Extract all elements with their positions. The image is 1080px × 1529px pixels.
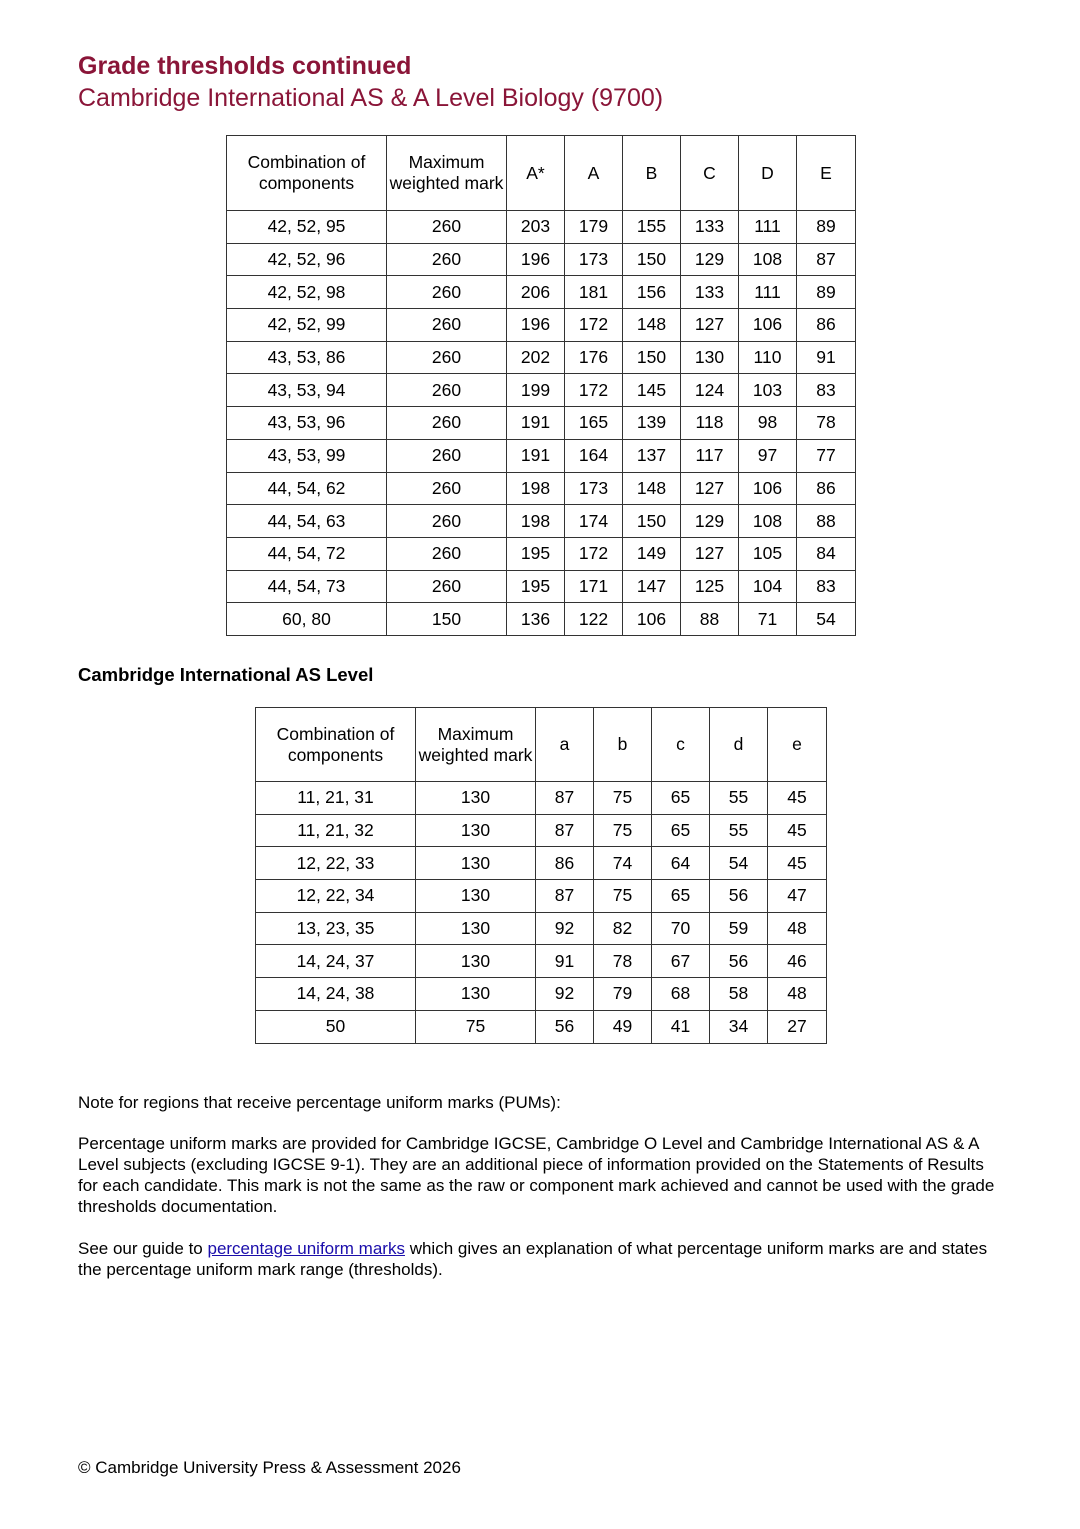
table-cell: 89 (797, 211, 856, 244)
table-cell: 54 (797, 603, 856, 636)
table-cell: 12, 22, 33 (256, 847, 416, 880)
table-cell: 86 (536, 847, 594, 880)
table-cell: 11, 21, 31 (256, 782, 416, 815)
table-cell: 45 (768, 782, 827, 815)
table-row (227, 243, 856, 276)
column-header: d (710, 708, 768, 782)
table-cell: 260 (387, 211, 507, 244)
table-cell: 46 (768, 945, 827, 978)
table-cell: 92 (536, 978, 594, 1011)
table-cell: 89 (797, 276, 856, 309)
table-cell: 127 (681, 537, 739, 570)
table-cell: 260 (387, 472, 507, 505)
table-cell: 260 (387, 243, 507, 276)
table-cell: 44, 54, 62 (227, 472, 387, 505)
table-cell: 176 (565, 341, 623, 374)
table-row (227, 472, 856, 505)
column-header: e (768, 708, 827, 782)
table-cell: 104 (739, 570, 797, 603)
table-cell: 87 (797, 243, 856, 276)
table-cell: 108 (739, 505, 797, 538)
table-cell: 130 (416, 912, 536, 945)
table-row (256, 847, 827, 880)
table-cell: 43, 53, 86 (227, 341, 387, 374)
guide-text-before: See our guide to (78, 1239, 208, 1258)
table-cell: 150 (387, 603, 507, 636)
table-cell: 65 (652, 814, 710, 847)
table-cell: 130 (416, 978, 536, 1011)
table-cell: 88 (681, 603, 739, 636)
table-cell: 74 (594, 847, 652, 880)
table-cell: 179 (565, 211, 623, 244)
table-cell: 117 (681, 439, 739, 472)
table-cell: 172 (565, 537, 623, 570)
as-level-heading: Cambridge International AS Level (78, 664, 374, 685)
table-cell: 133 (681, 276, 739, 309)
table-cell: 45 (768, 847, 827, 880)
table-cell: 77 (797, 439, 856, 472)
table-cell: 165 (565, 407, 623, 440)
table-cell: 150 (623, 505, 681, 538)
table-cell: 172 (565, 309, 623, 342)
table-cell: 260 (387, 309, 507, 342)
table-cell: 64 (652, 847, 710, 880)
table-cell: 67 (652, 945, 710, 978)
table-cell: 260 (387, 537, 507, 570)
column-header: Combination of components (256, 708, 416, 782)
table-cell: 103 (739, 374, 797, 407)
table-row (227, 505, 856, 538)
table-cell: 48 (768, 912, 827, 945)
guide-text-after: which gives an explanation of what percentage uniform marks are and states the percentage uniform mark range (thresholds). (78, 1239, 988, 1279)
table-row (227, 603, 856, 636)
column-header: Maximum weighted mark (387, 136, 507, 211)
table-row (227, 537, 856, 570)
column-header: b (594, 708, 652, 782)
pum-paragraph: Percentage uniform marks are provided for Cambridge IGCSE, Cambridge O Level and Cambridge International AS & A Level subjects (excluding IGCSE 9-1). They are an additional piece of information provided on the Statements of Results for each candidate. This mark is not the same as the raw or component mark achieved and cannot be used with the grade thresholds documentation. (78, 1134, 995, 1216)
table-cell: 50 (256, 1010, 416, 1043)
table-cell: 59 (710, 912, 768, 945)
table-row (227, 439, 856, 472)
table-cell: 42, 52, 99 (227, 309, 387, 342)
table-cell: 125 (681, 570, 739, 603)
table-row (256, 978, 827, 1011)
table-cell: 191 (507, 407, 565, 440)
table-cell: 68 (652, 978, 710, 1011)
table-cell: 198 (507, 505, 565, 538)
table-cell: 129 (681, 505, 739, 538)
column-header: c (652, 708, 710, 782)
table-cell: 260 (387, 439, 507, 472)
table-row (256, 814, 827, 847)
pum-guide-paragraph (78, 1238, 1008, 1280)
table-cell: 86 (797, 309, 856, 342)
table-cell: 55 (710, 782, 768, 815)
table-cell: 82 (594, 912, 652, 945)
table-cell: 83 (797, 570, 856, 603)
table-cell: 56 (710, 880, 768, 913)
table-cell: 98 (739, 407, 797, 440)
table-cell: 42, 52, 96 (227, 243, 387, 276)
table-cell: 92 (536, 912, 594, 945)
table-cell: 203 (507, 211, 565, 244)
table-cell: 145 (623, 374, 681, 407)
table-cell: 11, 21, 32 (256, 814, 416, 847)
table-cell: 130 (681, 341, 739, 374)
table-cell: 78 (594, 945, 652, 978)
table-cell: 34 (710, 1010, 768, 1043)
table-cell: 87 (536, 782, 594, 815)
column-header: D (739, 136, 797, 211)
as-level-thresholds-table (255, 707, 827, 1044)
table-cell: 127 (681, 309, 739, 342)
table-cell: 83 (797, 374, 856, 407)
table-cell: 79 (594, 978, 652, 1011)
table-cell: 260 (387, 276, 507, 309)
table-cell: 196 (507, 243, 565, 276)
table-cell: 198 (507, 472, 565, 505)
table-cell: 171 (565, 570, 623, 603)
table-row (227, 309, 856, 342)
table-cell: 173 (565, 472, 623, 505)
table-cell: 124 (681, 374, 739, 407)
table-cell: 42, 52, 98 (227, 276, 387, 309)
table-row (256, 945, 827, 978)
table-cell: 129 (681, 243, 739, 276)
table-cell: 56 (536, 1010, 594, 1043)
table-cell: 47 (768, 880, 827, 913)
table-cell: 155 (623, 211, 681, 244)
table-cell: 54 (710, 847, 768, 880)
column-header: A (565, 136, 623, 211)
table-cell: 260 (387, 570, 507, 603)
column-header: Combination of components (227, 136, 387, 211)
table-cell: 260 (387, 407, 507, 440)
table-cell: 75 (594, 782, 652, 815)
table-cell: 260 (387, 341, 507, 374)
column-header: B (623, 136, 681, 211)
table-cell: 56 (710, 945, 768, 978)
table-cell: 91 (797, 341, 856, 374)
table-cell: 84 (797, 537, 856, 570)
table-cell: 150 (623, 341, 681, 374)
table-cell: 172 (565, 374, 623, 407)
column-header: Maximum weighted mark (416, 708, 536, 782)
table-row (227, 407, 856, 440)
table-cell: 108 (739, 243, 797, 276)
table-row (227, 570, 856, 603)
table-cell: 130 (416, 847, 536, 880)
table-row (227, 211, 856, 244)
table-cell: 70 (652, 912, 710, 945)
table-cell: 195 (507, 537, 565, 570)
table-cell: 44, 54, 72 (227, 537, 387, 570)
table-cell: 136 (507, 603, 565, 636)
table-cell: 130 (416, 782, 536, 815)
table-cell: 196 (507, 309, 565, 342)
table-cell: 91 (536, 945, 594, 978)
table-cell: 150 (623, 243, 681, 276)
table-cell: 147 (623, 570, 681, 603)
table-cell: 148 (623, 472, 681, 505)
table-cell: 44, 54, 63 (227, 505, 387, 538)
table-cell: 42, 52, 95 (227, 211, 387, 244)
table-cell: 43, 53, 94 (227, 374, 387, 407)
table-cell: 111 (739, 276, 797, 309)
table-row (256, 782, 827, 815)
table-cell: 49 (594, 1010, 652, 1043)
column-header: a (536, 708, 594, 782)
table-row (256, 880, 827, 913)
table-cell: 106 (739, 309, 797, 342)
table-cell: 130 (416, 814, 536, 847)
pum-note-heading: Note for regions that receive percentage uniform marks (PUMs): (78, 1093, 561, 1112)
table-cell: 127 (681, 472, 739, 505)
table-cell: 75 (416, 1010, 536, 1043)
copyright-footer: © Cambridge University Press & Assessment 2026 (78, 1458, 461, 1477)
table-cell: 88 (797, 505, 856, 538)
table-cell: 75 (594, 880, 652, 913)
table-cell: 97 (739, 439, 797, 472)
table-cell: 87 (536, 814, 594, 847)
table-cell: 106 (739, 472, 797, 505)
table-cell: 149 (623, 537, 681, 570)
column-header: E (797, 136, 856, 211)
table-cell: 58 (710, 978, 768, 1011)
table-cell: 133 (681, 211, 739, 244)
table-cell: 14, 24, 38 (256, 978, 416, 1011)
page-subtitle: Cambridge International AS & A Level Biology (9700) (78, 84, 664, 112)
table-cell: 71 (739, 603, 797, 636)
column-header: A* (507, 136, 565, 211)
table-cell: 55 (710, 814, 768, 847)
table-cell: 86 (797, 472, 856, 505)
table-cell: 199 (507, 374, 565, 407)
table-row (227, 341, 856, 374)
table-cell: 191 (507, 439, 565, 472)
table-cell: 12, 22, 34 (256, 880, 416, 913)
table-header-row (256, 708, 827, 782)
table-cell: 130 (416, 880, 536, 913)
table-row (256, 912, 827, 945)
table-cell: 118 (681, 407, 739, 440)
table-cell: 14, 24, 37 (256, 945, 416, 978)
table-row (256, 1010, 827, 1043)
table-cell: 43, 53, 96 (227, 407, 387, 440)
table-cell: 43, 53, 99 (227, 439, 387, 472)
table-cell: 202 (507, 341, 565, 374)
table-cell: 87 (536, 880, 594, 913)
table-cell: 260 (387, 374, 507, 407)
table-header-row (227, 136, 856, 211)
table-cell: 75 (594, 814, 652, 847)
table-cell: 78 (797, 407, 856, 440)
percentage-uniform-marks-link[interactable]: percentage uniform marks (207, 1239, 405, 1258)
table-cell: 164 (565, 439, 623, 472)
column-header: C (681, 136, 739, 211)
table-cell: 45 (768, 814, 827, 847)
table-cell: 106 (623, 603, 681, 636)
table-cell: 156 (623, 276, 681, 309)
table-cell: 173 (565, 243, 623, 276)
table-cell: 44, 54, 73 (227, 570, 387, 603)
table-row (227, 374, 856, 407)
table-cell: 110 (739, 341, 797, 374)
table-cell: 174 (565, 505, 623, 538)
table-cell: 65 (652, 782, 710, 815)
table-cell: 195 (507, 570, 565, 603)
table-cell: 48 (768, 978, 827, 1011)
table-cell: 65 (652, 880, 710, 913)
table-cell: 122 (565, 603, 623, 636)
table-cell: 137 (623, 439, 681, 472)
table-cell: 148 (623, 309, 681, 342)
table-cell: 260 (387, 505, 507, 538)
a-level-thresholds-table (226, 135, 856, 636)
table-cell: 27 (768, 1010, 827, 1043)
table-cell: 105 (739, 537, 797, 570)
table-cell: 139 (623, 407, 681, 440)
table-cell: 206 (507, 276, 565, 309)
table-cell: 130 (416, 945, 536, 978)
table-cell: 41 (652, 1010, 710, 1043)
table-row (227, 276, 856, 309)
page-title: Grade thresholds continued (78, 52, 412, 80)
table-cell: 181 (565, 276, 623, 309)
table-cell: 13, 23, 35 (256, 912, 416, 945)
table-cell: 111 (739, 211, 797, 244)
table-cell: 60, 80 (227, 603, 387, 636)
